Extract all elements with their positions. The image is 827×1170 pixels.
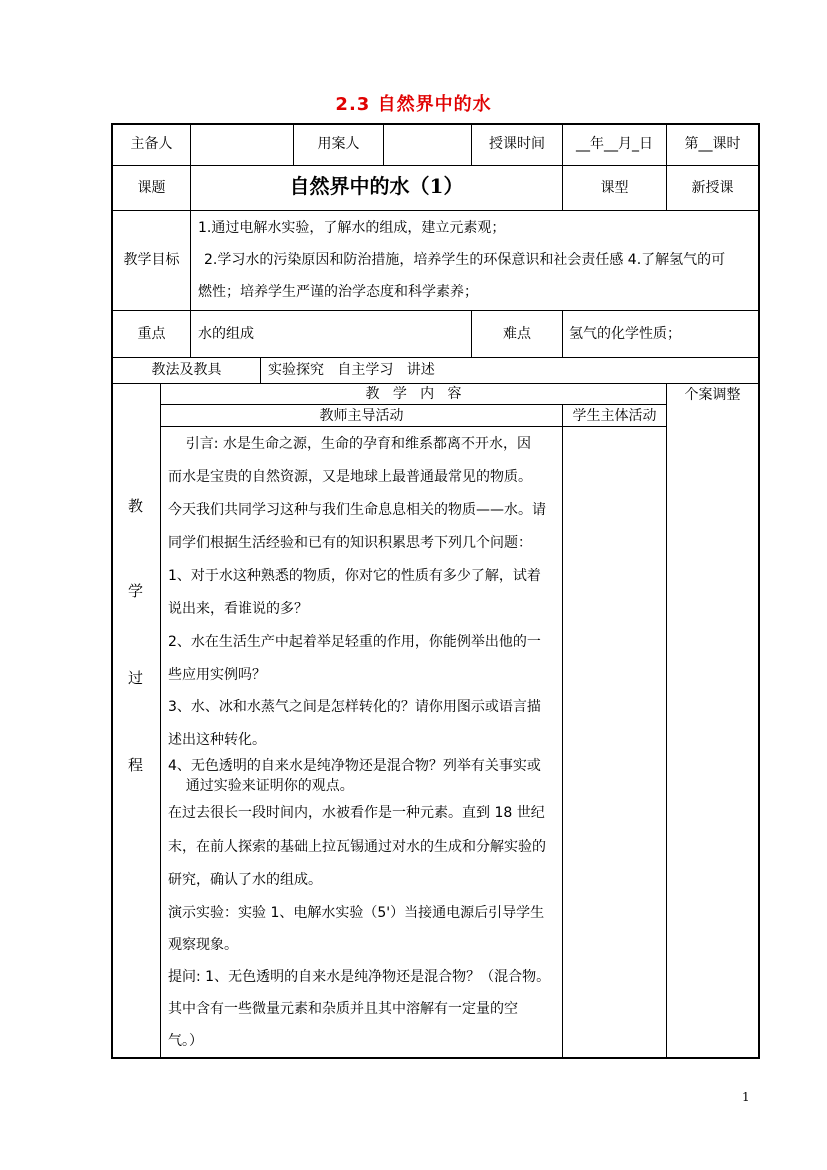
content-line: 说出来，看谁说的多？ (168, 601, 308, 617)
content-line: 同学们根据生活经验和已有的知识积累思考下列几个问题： (168, 535, 532, 551)
page-number: 1 (742, 1090, 750, 1104)
difficulty-label: 难点 (503, 326, 531, 342)
process-side-char: 程 (128, 756, 144, 774)
difficulty-value: 氢气的化学性质； (569, 326, 681, 342)
content-line: 引言: 水是生命之源，生命的孕育和维系都离不开水，因 (168, 436, 531, 452)
content-line: 提问: 1、无色透明的自来水是纯净物还是混合物？（混合物。 (168, 969, 551, 985)
content-line: 演示实验：实验 1、电解水实验（5'）当接通电源后引导学生 (168, 905, 545, 921)
topic-value: 自然界中的水（1） (289, 174, 464, 198)
process-side-char: 教 (128, 497, 144, 515)
objective-line: 燃性；培养学生严谨的治学态度和科学素养； (198, 284, 478, 300)
content-line: 通过实验来证明你的观点。 (168, 778, 354, 794)
content-line: 末，在前人探索的基础上拉瓦锡通过对水的生成和分解实验的 (168, 839, 546, 855)
lesson-type-value: 新授课 (691, 180, 734, 196)
content-line: 气。） (168, 1033, 203, 1049)
teacher-activity-header: 教师主导活动 (319, 408, 404, 424)
teaching-time-label: 授课时间 (489, 136, 545, 152)
key-point-label: 重点 (137, 326, 166, 342)
content-line: 今天我们共同学习这种与我们生命息息相关的物质——水。请 (168, 502, 546, 518)
methods-label: 教法及教具 (151, 362, 222, 378)
page-title: 2.3 自然界中的水 (335, 94, 492, 115)
user-label: 用案人 (317, 136, 360, 152)
teaching-time-value: __年__月_日 (576, 136, 653, 152)
content-header: 教 学 内 容 (365, 386, 462, 402)
objective-line: 1.通过电解水实验，了解水的组成，建立元素观； (198, 220, 506, 236)
lesson-type-label: 课型 (600, 180, 629, 196)
content-line: 2、水在生活生产中起着举足轻重的作用，你能例举出他的一 (168, 634, 541, 650)
content-line: 而水是宝贵的自然资源，又是地球上最普通最常见的物质。 (168, 469, 532, 485)
content-line: 述出这种转化。 (168, 732, 266, 748)
process-side-char: 过 (128, 669, 144, 687)
topic-label: 课题 (137, 180, 166, 196)
content-line: 3、水、冰和水蒸气之间是怎样转化的？请你用图示或语言描 (168, 699, 541, 715)
objective-line: 2.学习水的污染原因和防治措施，培养学生的环保意识和社会责任感 4.了解氢气的可 (204, 252, 726, 268)
content-line: 其中含有一些微量元素和杂质并且其中溶解有一定量的空 (168, 1001, 518, 1017)
student-activity-header: 学生主体活动 (572, 408, 657, 424)
content-line: 1、对于水这种熟悉的物质，你对它的性质有多少了解，试着 (168, 568, 541, 584)
content-line: 观察现象。 (168, 937, 238, 953)
content-line: 研究，确认了水的组成。 (168, 872, 322, 888)
objectives-label: 教学目标 (123, 252, 180, 268)
key-point-value: 水的组成 (198, 326, 254, 342)
adjust-header: 个案调整 (684, 387, 741, 403)
preparer-label: 主备人 (130, 136, 173, 152)
methods-value: 实验探究 自主学习 讲述 (268, 362, 435, 378)
content-line: 在过去很长一段时间内，水被看作是一种元素。直到 18 世纪 (168, 805, 545, 821)
process-side-char: 学 (128, 582, 144, 600)
content-line: 些应用实例吗？ (168, 667, 266, 683)
content-line: 4、无色透明的自来水是纯净物还是混合物？列举有关事实或 (168, 758, 541, 774)
period-value: 第__课时 (684, 136, 741, 152)
